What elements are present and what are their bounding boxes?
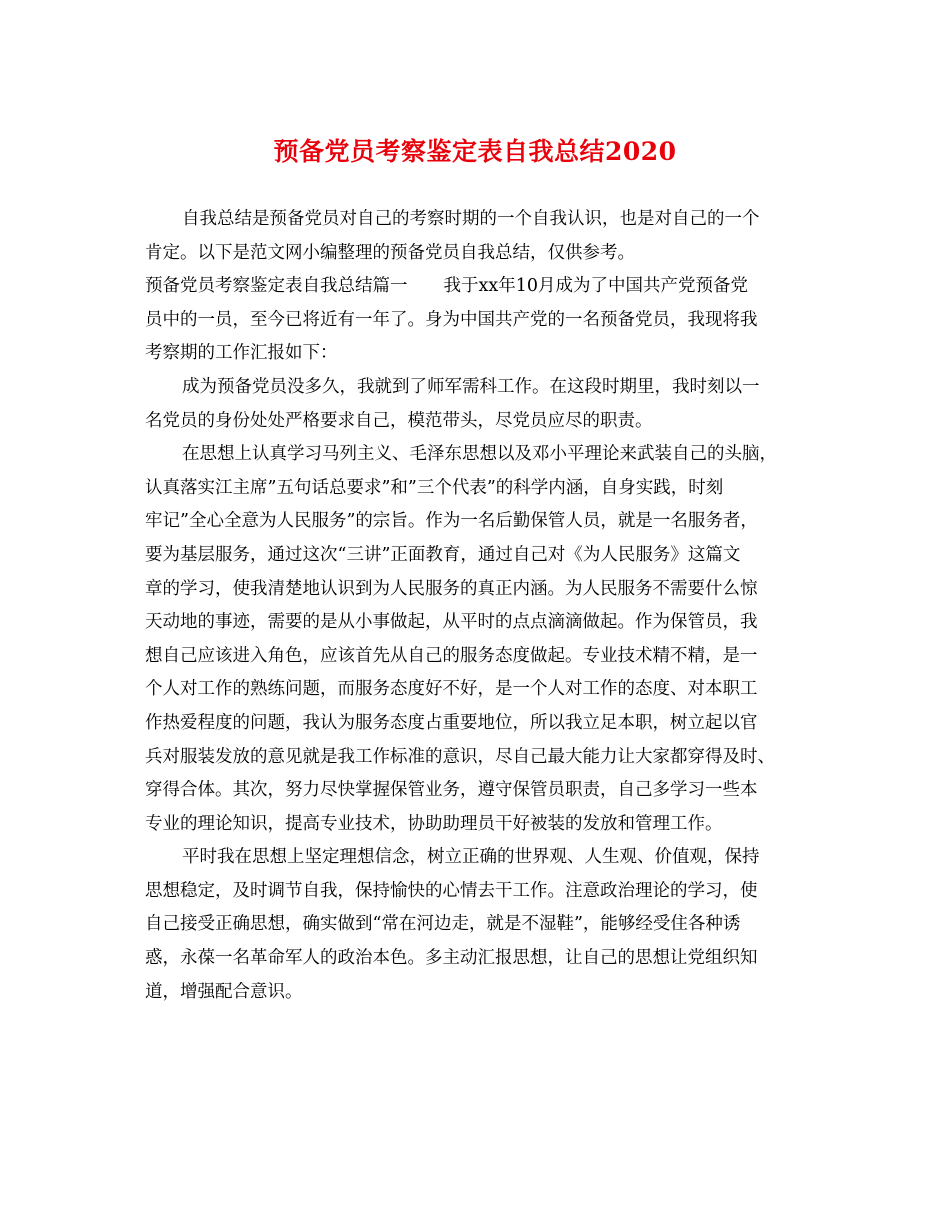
section-heading-line: [145, 270, 807, 304]
text-line: 考察期的工作汇报如下：: [145, 343, 338, 364]
text-line: 章的学习，使我清楚地认识到为人民服务的真正内涵。为人民服务不需要什么惊: [145, 578, 758, 599]
text-line: 穿得合体。其次，努力尽快掌握保管业务，遵守保管员职责，自己多学习一些本: [145, 780, 758, 801]
text-line: 要为基层服务，通过这次“三讲”正面教育，通过自己对《为人民服务》这篇文: [145, 544, 741, 565]
paragraph-3: [145, 841, 807, 1009]
text-line: 成为预备党员没多久，我就到了师军需科工作。在这段时期里，我时刻以一: [182, 376, 760, 397]
text-line: 作热爱程度的问题，我认为服务态度占重要地位，所以我立足本职，树立起以官: [145, 712, 758, 733]
text-line: 想自己应该进入角色，应该首先从自己的服务态度做起。专业技术精不精，是一: [145, 645, 758, 666]
text-line: 天动地的事迹，需要的是从小事做起，从平时的点点滴滴做起。作为保管员，我: [145, 612, 758, 633]
paragraph-intro: [145, 203, 807, 270]
section-heading: 预备党员考察鉴定表自我总结篇一: [145, 276, 408, 297]
text-line: 自我总结是预备党员对自己的考察时期的一个自我认识，也是对自己的一个: [182, 209, 760, 229]
text-line: 自己接受正确思想，确实做到“常在河边走，就是不湿鞋”，能够经受住各种诱: [145, 914, 741, 935]
text-line: 牢记”全心全意为人民服务”的宗旨。作为一名后勤保管人员，就是一名服务者，: [145, 511, 758, 532]
text-line: 道，增强配合意识。: [145, 981, 303, 1002]
paragraph-2: [145, 438, 807, 841]
text-line: 在思想上认真学习马列主义、毛泽东思想以及邓小平理论来武装自己的头脑，: [182, 444, 777, 465]
document-body: [145, 203, 807, 1009]
document-title: 预备党员考察鉴定表自我总结2020: [273, 137, 677, 166]
text-line: 兵对服装发放的意见就是我工作标准的意识，尽自己最大能力让大家都穿得及时、: [145, 746, 775, 767]
paragraph-1: [145, 371, 807, 438]
text-line: 名党员的身份处处严格要求自己，模范带头，尽党员应尽的职责。: [145, 410, 653, 431]
paragraph-section-one: [145, 270, 807, 371]
text-line: 惑，永葆一名革命军人的政治本色。多主动汇报思想，让自己的思想让党组织知: [145, 948, 758, 969]
text-line: 个人对工作的熟练问题，而服务态度好不好，是一个人对工作的态度、对本职工: [145, 679, 758, 700]
text-line: 肯定。以下是范文网小编整理的预备党员自我总结，仅供参考。: [145, 242, 635, 263]
text-line: 思想稳定，及时调节自我，保持愉快的心情去干工作。注意政治理论的学习，使: [145, 880, 758, 901]
text-line: 我于xx年10月成为了中国共产党预备党: [443, 276, 749, 297]
text-line: 员中的一员，至今已将近有一年了。身为中国共产党的一名预备党员，我现将我: [145, 309, 758, 330]
text-line: 专业的理论知识，提高专业技术，协助助理员干好被装的发放和管理工作。: [145, 813, 723, 834]
text-line: 平时我在思想上坚定理想信念，树立正确的世界观、人生观、价值观，保持: [182, 847, 760, 868]
text-line: 认真落实江主席”五句话总要求”和”三个代表”的科学内涵，自身实践，时刻: [145, 477, 724, 498]
